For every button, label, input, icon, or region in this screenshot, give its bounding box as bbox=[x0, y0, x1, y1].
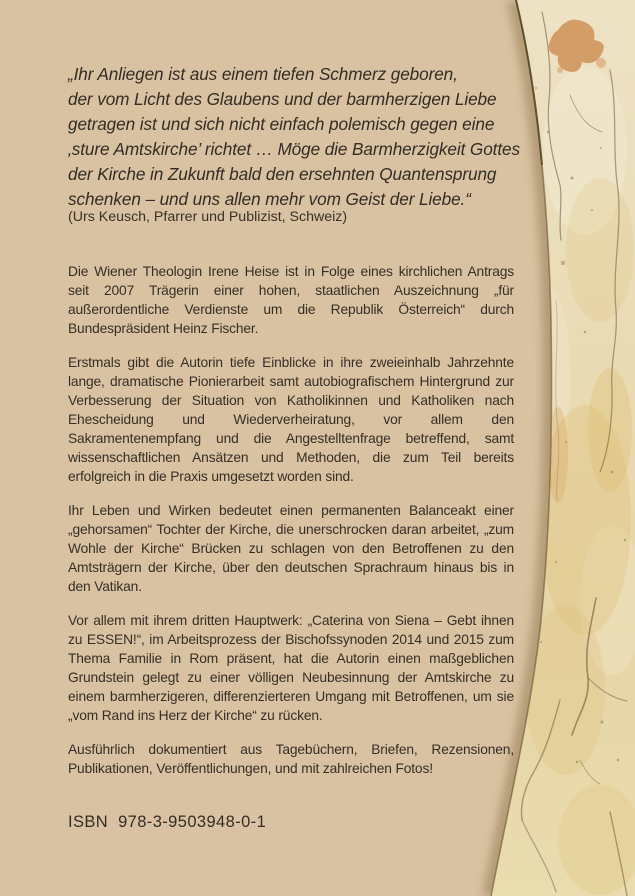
quote-line: „Ihr Anliegen ist aus einem tiefen Schmerz geboren, bbox=[68, 64, 458, 84]
quote-line: der Kirche in Zukunft bald den ersehnten Quantensprung bbox=[68, 164, 497, 184]
description-paragraph: Die Wiener Theologin Irene Heise ist in Folge eines kirchlichen Antrags seit 2007 Trägerin einer hohen, staatlichen Auszeichnung „für außerordentliche Verdienste um die Republik Österreich“ durch Bundespräsident Heinz Fischer. bbox=[68, 264, 514, 336]
quote-block bbox=[68, 62, 520, 212]
description-paragraph: Vor allem mit ihrem dritten Hauptwerk: „Caterina von Siena – Gebt ihnen zu ESSEN!“, im Arbeitsprozess der Bischofssynoden 2014 und 2015 zum Thema Familie in Rom präsent, hat die Autorin einen maßgeblichen Grundstein gelegt zu einer völligen Neubesinnung der Amtskirche zu einem barmherzigeren, differenzierteren Umgang mit Betroffenen, um sie „vom Rand ins Herz der Kirche“ zu rücken. bbox=[68, 613, 514, 723]
quote-line: ‚sture Amtskirche’ richtet … Möge die Barmherzigkeit Gottes bbox=[68, 139, 520, 159]
description-paragraph: Ihr Leben und Wirken bedeutet einen permanenten Balanceakt einer „gehorsamen“ Tochter der Kirche, die unerschrocken daran arbeitet, „zum Wohle der Kirche“ Brücken zu schlagen von den Betroffenen zu den Amtsträgern der Kirche, über den deutschen Sprachraum hinaus bis in den Vatikan. bbox=[68, 503, 514, 594]
description-paragraph: Ausführlich dokumentiert aus Tagebüchern, Briefen, Rezensionen, Publikationen, Veröffentlichungen, und mit zahlreichen Fotos! bbox=[68, 742, 514, 776]
quote-line: der vom Licht des Glaubens und der barmherzigen Liebe bbox=[68, 89, 497, 109]
quote-line: schenken – und uns allen mehr vom Geist der Liebe.“ bbox=[68, 189, 471, 209]
cover-text bbox=[68, 62, 520, 832]
quote-attribution: (Urs Keusch, Pfarrer und Publizist, Schweiz) bbox=[68, 209, 348, 225]
description-paragraph: Erstmals gibt die Autorin tiefe Einblicke in ihre zweieinhalb Jahrzehnte lange, dramatische Pionierarbeit samt autobiografischem Hintergrund zur Verbesserung der Situation von Katholikinnen und Katholiken nach Ehescheidung und Wiederverheiratung, vor allem den Sakramentenempfang und die Angestelltenfrage betreffend, samt wissenschaftlichen Ansätzen und Methoden, die zum Teil bereits erfolgreich in die Praxis umgesetzt worden sind. bbox=[68, 355, 514, 484]
quote-line: getragen ist und sich nicht einfach polemisch gegen eine bbox=[68, 114, 495, 134]
book-description bbox=[68, 262, 514, 778]
isbn-label: ISBN 978-3-9503948-0-1 bbox=[68, 813, 267, 831]
